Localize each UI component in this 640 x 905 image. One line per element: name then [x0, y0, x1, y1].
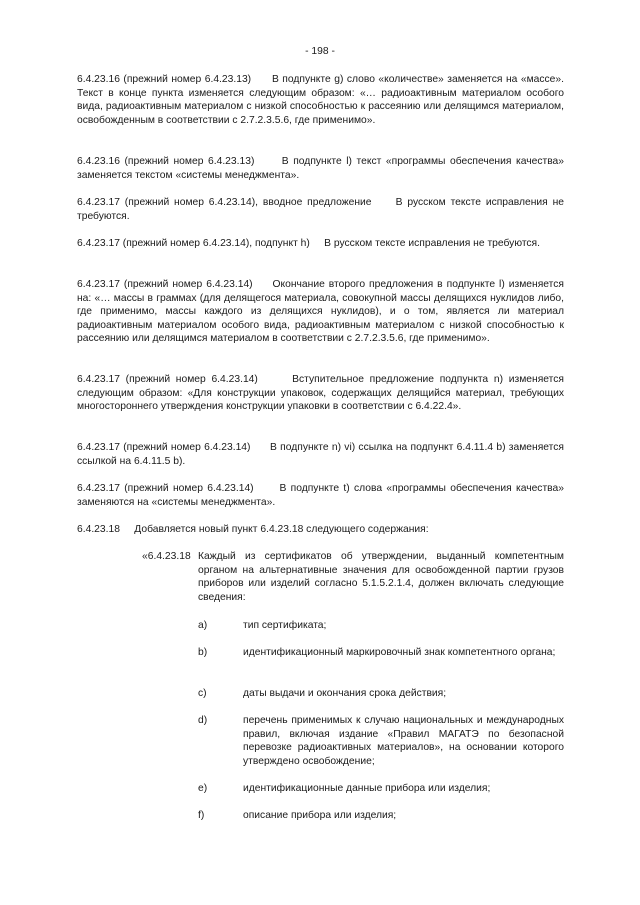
list-item-text: тип сертификата;: [243, 620, 327, 631]
list-item-label: e): [198, 783, 208, 794]
list-item: [198, 687, 564, 701]
list-item-label: a): [198, 620, 208, 631]
list-item-label: f): [198, 810, 205, 821]
list-item: [198, 809, 564, 823]
paragraph-text: Окончание второго предложения в подпункте l) изменяется на: «… массы в граммах (для делящегося материала, совокупной массы делящихся нуклидов либо, где применимо, массы каждого из делящихся нуклидов), и о том, является ли материал радиоактивным материалом особого вида, радиоактивным материалом с низкой способностью к рассеянию или делящимся материалом в соответствии с 2.7.2.3.5.6, где применимо».: [77, 279, 564, 345]
paragraph-text: В подпункте l) текст «программы обеспечения качества» заменяется текстом «системы менеджмента».: [77, 156, 565, 181]
list-item-text: перечень применимых к случаю национальных и международных правил, включая издание «Правил МАГАТЭ по безопасной перевозке радиоактивных материалов», на основании которого утверждено освобождение;: [243, 715, 564, 767]
paragraph-1: [77, 73, 564, 127]
list-item-label: d): [198, 715, 208, 726]
paragraph-text: В подпункте n) vi) ссылка на подпункт 6.4.11.4 b) заменяется ссылкой на 6.4.11.5 b).: [77, 442, 564, 467]
paragraph-9: [77, 523, 564, 537]
paragraph-ref: 6.4.23.17 (прежний номер 6.4.23.14): [77, 442, 251, 453]
list-item-text: идентификационный маркировочный знак компетентного органа;: [243, 647, 556, 658]
list-item-text: идентификационные данные прибора или изделия;: [243, 783, 491, 794]
paragraph-ref: 6.4.23.17 (прежний номер 6.4.23.14): [77, 483, 254, 494]
list-item: [198, 646, 564, 660]
quoted-clause: [142, 550, 564, 604]
paragraph-5: [77, 278, 564, 346]
list-item-text: даты выдачи и окончания срока действия;: [243, 688, 447, 699]
paragraph-text: В русском тексте исправления не требуются.: [77, 197, 564, 222]
paragraph-8: [77, 482, 564, 509]
paragraph-ref: 6.4.23.17 (прежний номер 6.4.23.14): [77, 374, 258, 385]
quoted-clause-text: Каждый из сертификатов об утверждении, выданный компетентным органом на альтернативные значения для освобожденной партии грузов приборов или изделий согласно 5.1.5.2.1.4, должен включать следующие сведения:: [198, 551, 564, 603]
paragraph-2: [77, 155, 564, 182]
paragraph-3: [77, 196, 564, 223]
list-item-label: b): [198, 647, 208, 658]
paragraph-ref: 6.4.23.16 (прежний номер 6.4.23.13): [77, 156, 255, 167]
paragraph-ref: 6.4.23.17 (прежний номер 6.4.23.14), подпункт h): [77, 238, 310, 249]
paragraph-7: [77, 441, 564, 468]
list-item: [198, 714, 564, 768]
paragraph-text: Вступительное предложение подпункта n) изменяется следующим образом: «Для конструкции упаковок, содержащих делящийся материал, требующих многостороннего утверждения конструкции упаковки в соответствии с 6.4.22.4».: [77, 374, 564, 413]
paragraph-4: [77, 237, 564, 251]
list-item: [198, 619, 564, 633]
list-item-text: описание прибора или изделия;: [243, 810, 397, 821]
paragraph-text: Добавляется новый пункт 6.4.23.18 следующего содержания:: [134, 524, 429, 535]
paragraph-6: [77, 373, 564, 414]
quoted-clause-number: «6.4.23.18: [142, 551, 191, 562]
paragraph-text: В подпункте t) слова «программы обеспечения качества» заменяются на «системы менеджмента».: [77, 483, 564, 508]
paragraph-ref: 6.4.23.17 (прежний номер 6.4.23.14), вводное предложение: [77, 197, 372, 208]
paragraph-text: В русском тексте исправления не требуются.: [324, 238, 540, 249]
list-item: [198, 782, 564, 796]
paragraph-ref: 6.4.23.17 (прежний номер 6.4.23.14): [77, 279, 253, 290]
list-item-label: c): [198, 688, 207, 699]
paragraph-text: В подпункте g) слово «количестве» заменяется на «массе». Текст в конце пункта изменяется следующим образом: «… радиоактивным материалом особого вида, радиоактивным материалом с низкой способностью к рассеянию или делящимся материалом, освобожденным в соответствии с 2.7.2.3.5.6, где применимо».: [77, 74, 564, 126]
page-number: - 198 -: [305, 46, 335, 57]
paragraph-ref: 6.4.23.16 (прежний номер 6.4.23.13): [77, 74, 252, 85]
paragraph-ref: 6.4.23.18: [77, 524, 120, 535]
